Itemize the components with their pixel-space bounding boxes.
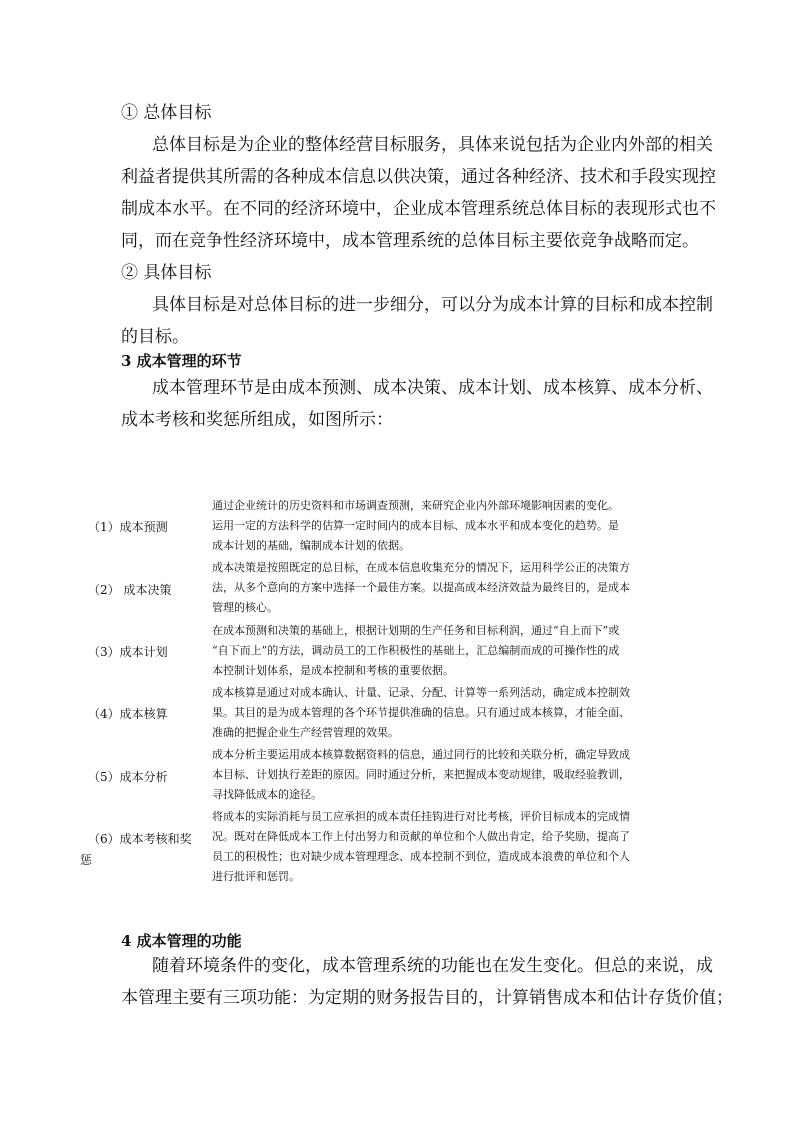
section-4-para-line: 随着环境条件的变化，成本管理系统的功能也在发生变化。但总的来说，成 bbox=[152, 956, 713, 976]
diagram-item-desc: 成本决策是按照既定的总目标，在成本信息收集充分的情况下，运用科学公正的决策方 法，从多个意向的方案中选择一个最佳方案。以提高成本经济效益为最终目的，是成本 管理的核心。 bbox=[212, 561, 630, 614]
diagram-item-label: （5）成本分析 bbox=[88, 770, 168, 784]
item2-title: ② 具体目标 bbox=[121, 263, 212, 283]
section-4-heading: 4 成本管理的功能 bbox=[121, 932, 242, 950]
para1-line: 同，而在竞争性经济环境中，成本管理系统的总体目标主要依竞争战略而定。 bbox=[121, 231, 699, 251]
para2-line: 的目标。 bbox=[121, 327, 189, 347]
diagram-item-desc: 通过企业统计的历史资料和市场调查预测，来研究企业内外部环境影响因素的变化。 运用一定的方法科学的估算一定时间内的成本目标、成本水平和成本变化的趋势。是 成本计划的基础，编制成本计划的依据。 bbox=[212, 499, 619, 552]
diagram-item-desc: 将成本的实际消耗与员工应承担的成本责任挂钩进行对比考核，评价目标成本的完成情 况。既对在降低成本工作上付出努力和贡献的单位和个人做出肯定，给予奖励，提高了 员工的积极性；也对缺少成本管理理念、成本控制不到位，造成成本浪费的单位和个人 进行批评和惩罚。 bbox=[212, 810, 630, 883]
diagram-item-desc: 成本核算是通过对成本确认、计量、记录、分配、计算等一系列活动，确定成本控制效 果。其目的是为成本管理的各个环节提供准确的信息。只有通过成本核算，才能全面、 准确的把握企业生产经营管理的效果。 bbox=[212, 686, 630, 739]
section-3-heading: 3 成本管理的环节 bbox=[121, 352, 242, 370]
diagram-item-label: （4）成本核算 bbox=[88, 707, 168, 721]
section-3-intro-line: 成本考核和奖惩所组成，如图所示： bbox=[121, 410, 393, 430]
para2-line: 具体目标是对总体目标的进一步细分，可以分为成本计算的目标和成本控制 bbox=[152, 295, 713, 315]
diagram-item-label: （6）成本考核和奖 bbox=[88, 832, 192, 846]
diagram-item-label: （1）成本预测 bbox=[88, 520, 168, 534]
para1-line: 总体目标是为企业的整体经营目标服务，具体来说包括为企业内外部的相关 bbox=[152, 135, 713, 155]
diagram-item-label-wrap: 惩 bbox=[80, 853, 93, 867]
diagram-item-label: （3）成本计划 bbox=[88, 645, 168, 659]
diagram-item-desc: 在成本预测和决策的基础上，根据计划期的生产任务和目标利润，通过“自上而下”或 “自下而上”的方法，调动员工的工作积极性的基础上，汇总编制而成的可操作性的成 本控制计划体系，是成本控制和考核的重要依据。 bbox=[212, 624, 620, 677]
para1-line: 利益者提供其所需的各种成本信息以供决策，通过各种经济、技术和手段实现控 bbox=[121, 167, 716, 187]
diagram-item-desc: 成本分析主要运用成本核算数据资料的信息，通过同行的比较和关联分析，确定导致成 本目标、计划执行差距的原因。同时通过分析，来把握成本变动规律，吸取经验教训， 寻找降低成本的途径。 bbox=[212, 748, 630, 801]
section-4-para-line: 本管理主要有三项功能：为定期的财务报告目的，计算销售成本和估计存货价值； bbox=[121, 988, 733, 1008]
diagram-item-label: （2） 成本决策 bbox=[88, 583, 172, 597]
item1-title: ① 总体目标 bbox=[121, 103, 212, 123]
para1-line: 制成本水平。在不同的经济环境中，企业成本管理系统总体目标的表现形式也不 bbox=[121, 199, 716, 219]
section-3-intro-line: 成本管理环节是由成本预测、成本决策、成本计划、成本核算、成本分析、 bbox=[152, 378, 713, 398]
